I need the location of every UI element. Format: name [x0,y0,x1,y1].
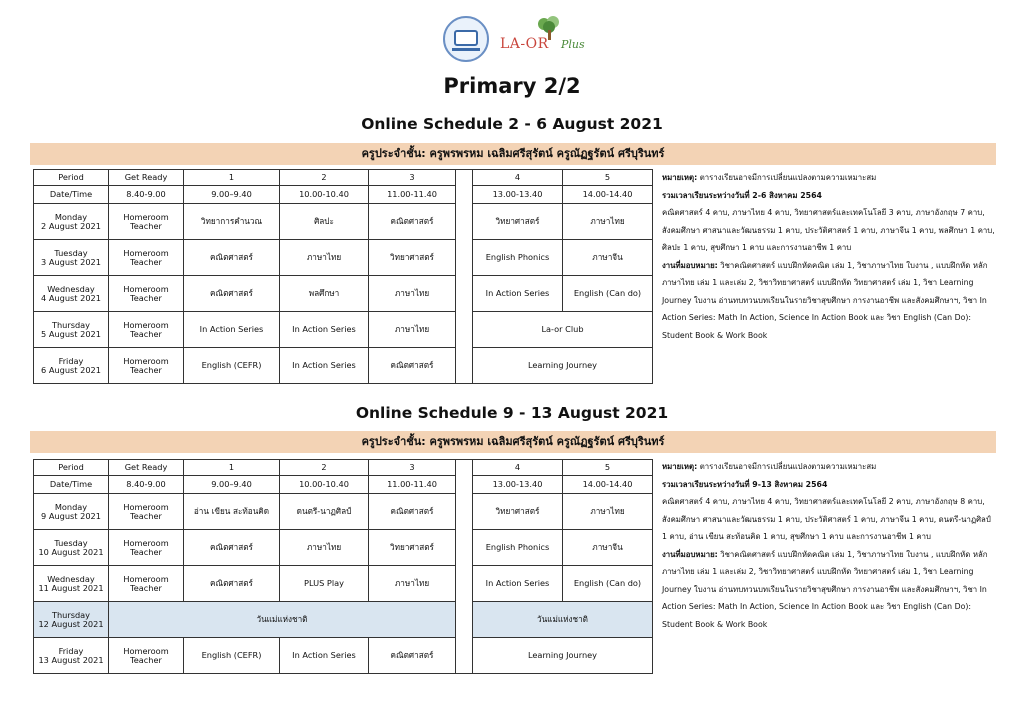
header-cell: 1 [184,460,280,476]
getready-line: Teacher [130,654,162,665]
getready-cell [109,204,184,240]
time-cell: 9.00–9.40 [184,476,280,494]
subject-cell: คณิตศาสตร์ [184,566,280,602]
table-row [34,204,653,240]
day-cell [34,602,109,638]
getready-line: Homeroom [123,284,169,295]
subject-cell: PLUS Play [280,566,369,602]
table-row [34,602,653,638]
header-cell: 3 [369,460,456,476]
getready-line: Homeroom [123,538,169,549]
hours-text: คณิตศาสตร์ 4 คาบ, ภาษาไทย 4 คาบ, วิทยาศาสตร์และเทคโนโลยี 3 คาบ, ภาษาอังกฤษ 7 คาบ, สังคมศึกษา ศาสนาและวัฒนธรรม 1 คาบ, ประวัติศาสตร์ 1 คาบ, ภาษาจีน 1 คาบ, พลศึกษา 1 คาบ, ศิลปะ 1 คาบ, สุขศึกษา 1 คาบ และการงานอาชีพ 1 คาบ [662,208,995,252]
header-cell: Period [34,170,109,186]
subject-cell: ภาษาไทย [369,312,456,348]
merged-subject-cell: La-or Club [473,312,653,348]
getready-line: Teacher [130,292,162,303]
time-label: Date/Time [34,186,109,204]
getready-line: Teacher [130,510,162,521]
subject-cell: อ่าน เขียน สะท้อนคิด [184,494,280,530]
time-cell: 10.00-10.40 [280,476,369,494]
getready-cell [109,348,184,384]
table-row [34,494,653,530]
header-cell: 3 [369,170,456,186]
note-text: ตารางเรียนอาจมีการเปลี่ยนแปลงตามความเหมาะสม [697,462,877,471]
day-name: Monday [54,212,88,223]
day-date: 4 August 2021 [41,292,101,303]
header-row [34,170,653,186]
subject-cell: คณิตศาสตร์ [184,530,280,566]
getready-line: Teacher [130,220,162,231]
page-title: Primary 2/2 [443,74,581,98]
subject-cell: คณิตศาสตร์ [369,638,456,674]
getready-line: Teacher [130,328,162,339]
subject-cell: วิทยาการคำนวณ [184,204,280,240]
note-line [662,169,997,187]
teacher-bar: ครูประจำชั้น: ครูพรพรหม เฉลิมศรีสุรัตน์ ครูณัฏฐรัตน์ ศรีบุรินทร์ [30,431,996,453]
day-cell [34,240,109,276]
header-cell: 4 [473,460,563,476]
subject-cell: English (Can do) [563,276,653,312]
school-seal-logo [443,16,489,62]
subject-cell: วิทยาศาสตร์ [473,494,563,530]
notes-block [662,169,997,344]
time-cell: 13.00-13.40 [473,186,563,204]
getready-line: Homeroom [123,248,169,259]
time-cell: 14.00-14.40 [563,476,653,494]
subject-cell: คณิตศาสตร์ [184,276,280,312]
day-name: Wednesday [47,284,95,295]
header-cell: Get Ready [109,170,184,186]
day-date: 6 August 2021 [41,364,101,375]
table-row [34,638,653,674]
break-gap [456,170,473,384]
holiday-cell: วันแม่แห่งชาติ [473,602,653,638]
day-cell [34,638,109,674]
schedule-table [33,459,653,674]
subject-cell: ภาษาไทย [369,566,456,602]
header-cell: 5 [563,460,653,476]
getready-line: Homeroom [123,574,169,585]
subject-cell: ภาษาไทย [280,530,369,566]
day-date: 2 August 2021 [41,220,101,231]
hours-title [662,187,997,205]
getready-line: Teacher [130,256,162,267]
day-cell [34,494,109,530]
time-row [34,476,653,494]
header-cell: 5 [563,170,653,186]
subject-cell: In Action Series [280,312,369,348]
schedule-table [33,169,653,384]
table-row [34,312,653,348]
day-cell [34,276,109,312]
work-label: งานที่มอบหมาย: [662,260,718,270]
work-text: วิชาคณิตศาสตร์ แบบฝึกหัดคณิต เล่ม 1, วิชาภาษาไทย ใบงาน , แบบฝึกหัด หลักภาษาไทย เล่ม 1 และเล่ม 2, วิชาวิทยาศาสตร์ แบบฝึกหัด วิทยาศาสตร์ เล่ม 1, วิชา Learning Journey ใบงาน อ่านทบทวนบทเรียนในรายวิชาสุขศึกษา การงานอาชีพ และสังคมศึกษาฯ, วิชา In Action Series: Math In Action, Science In Action Book และ วิชา English (Can Do): Student Book & Work Book [662,260,988,340]
day-name: Friday [58,646,84,657]
getready-line: Teacher [130,364,162,375]
subject-cell: English Phonics [473,240,563,276]
time-cell: 8.40-9.00 [109,186,184,204]
day-name: Monday [54,502,88,513]
schedule-title: Online Schedule 9 - 13 August 2021 [355,404,669,422]
hours-text: คณิตศาสตร์ 4 คาบ, ภาษาไทย 4 คาบ, วิทยาศาสตร์และเทคโนโลยี 2 คาบ, ภาษาอังกฤษ 8 คาบ, สังคมศึกษา ศาสนาและวัฒนธรรม 1 คาบ, ประวัติศาสตร์ 1 คาบ, ภาษาจีน 1 คาบ, ดนตรี-นาฏศิลป์ 1 คาบ, อ่าน เขียน สะท้อนคิด 1 คาบ, สุขศึกษา 1 คาบ และการงานอาชีพ 1 คาบ [662,497,991,541]
hours-title-text: รวมเวลาเรียนระหว่างวันที่ 9-13 สิงหาคม 2564 [662,479,828,489]
subject-cell: ภาษาไทย [280,240,369,276]
subject-cell: คณิตศาสตร์ [369,204,456,240]
getready-cell [109,530,184,566]
table-row [34,276,653,312]
subject-cell: ภาษาจีน [563,530,653,566]
day-name: Friday [58,356,84,367]
getready-line: Homeroom [123,646,169,657]
note-label: หมายเหตุ: [662,462,698,471]
getready-cell [109,494,184,530]
time-cell: 13.00-13.40 [473,476,563,494]
subject-cell: In Action Series [280,638,369,674]
subject-cell: English (Can do) [563,566,653,602]
getready-cell [109,276,184,312]
day-date: 11 August 2021 [38,582,104,593]
subject-cell: In Action Series [473,276,563,312]
time-cell: 14.00-14.40 [563,186,653,204]
time-label: Date/Time [34,476,109,494]
work-text: วิชาคณิตศาสตร์ แบบฝึกหัดคณิต เล่ม 1, วิชาภาษาไทย ใบงาน , แบบฝึกหัด หลักภาษาไทย เล่ม 1 และเล่ม 2, วิชาวิทยาศาสตร์ แบบฝึกหัด วิทยาศาสตร์ เล่ม 1, วิชา Learning Journey ใบงาน อ่านทบทวนบทเรียนในรายวิชาสุขศึกษา การงานอาชีพ และสังคมศึกษาฯ, วิชา In Action Series: Math In Action, Science In Action Book และ วิชา English (Can Do): Student Book & Work Book [662,549,988,629]
header-cell: 2 [280,460,369,476]
day-cell [34,566,109,602]
time-cell: 9.00–9.40 [184,186,280,204]
subject-cell: English (CEFR) [184,638,280,674]
header-row [34,460,653,476]
header-logos [0,14,1024,66]
getready-line: Teacher [130,582,162,593]
time-cell: 11.00-11.40 [369,476,456,494]
hours-title-text: รวมเวลาเรียนระหว่างวันที่ 2-6 สิงหาคม 2564 [662,190,822,200]
day-date: 10 August 2021 [38,546,104,557]
subject-cell: วิทยาศาสตร์ [369,240,456,276]
header-cell: 4 [473,170,563,186]
time-row [34,186,653,204]
header-cell: 1 [184,170,280,186]
subject-cell: พลศึกษา [280,276,369,312]
day-cell [34,348,109,384]
table-row [34,348,653,384]
schedule-title: Online Schedule 2 - 6 August 2021 [361,115,663,133]
getready-cell [109,638,184,674]
day-name: Tuesday [54,248,88,259]
getready-line: Homeroom [123,320,169,331]
subject-cell: คณิตศาสตร์ [369,348,456,384]
subject-cell: คณิตศาสตร์ [184,240,280,276]
subject-cell: In Action Series [280,348,369,384]
subject-cell: English Phonics [473,530,563,566]
subject-cell: ภาษาไทย [369,276,456,312]
break-gap [456,460,473,674]
getready-line: Homeroom [123,356,169,367]
subject-cell: วิทยาศาสตร์ [473,204,563,240]
work-line [662,546,997,634]
subject-cell: ดนตรี-นาฏศิลป์ [280,494,369,530]
header-cell: Get Ready [109,460,184,476]
work-label: งานที่มอบหมาย: [662,549,718,559]
subject-cell: ภาษาไทย [563,494,653,530]
brand-plus-text: Plus [561,38,585,51]
note-label: หมายเหตุ: [662,173,698,182]
getready-line: Teacher [130,546,162,557]
day-cell [34,204,109,240]
day-name: Thursday [51,610,91,621]
hours-title [662,476,997,494]
day-date: 12 August 2021 [38,618,104,629]
header-cell: 2 [280,170,369,186]
subject-cell: ภาษาจีน [563,240,653,276]
getready-cell [109,566,184,602]
day-cell [34,530,109,566]
work-line [662,257,997,345]
day-name: Tuesday [54,538,88,549]
day-date: 9 August 2021 [41,510,101,521]
getready-line: Homeroom [123,502,169,513]
time-cell: 11.00-11.40 [369,186,456,204]
getready-line: Homeroom [123,212,169,223]
day-date: 3 August 2021 [41,256,101,267]
merged-subject-cell: Learning Journey [473,348,653,384]
subject-cell: ศิลปะ [280,204,369,240]
holiday-cell: วันแม่แห่งชาติ [109,602,456,638]
subject-cell: วิทยาศาสตร์ [369,530,456,566]
note-text: ตารางเรียนอาจมีการเปลี่ยนแปลงตามความเหมาะสม [697,173,877,182]
teacher-bar: ครูประจำชั้น: ครูพรพรหม เฉลิมศรีสุรัตน์ ครูณัฏฐรัตน์ ศรีบุรินทร์ [30,143,996,165]
getready-cell [109,312,184,348]
subject-cell: In Action Series [473,566,563,602]
header-cell: Period [34,460,109,476]
table-row [34,240,653,276]
time-cell: 8.40-9.00 [109,476,184,494]
note-line [662,458,997,476]
day-date: 5 August 2021 [41,328,101,339]
day-cell [34,312,109,348]
subject-cell: ภาษาไทย [563,204,653,240]
day-name: Wednesday [47,574,95,585]
day-date: 13 August 2021 [38,654,104,665]
table-row [34,530,653,566]
subject-cell: English (CEFR) [184,348,280,384]
brand-logo-text: LA-OR [500,36,549,52]
merged-subject-cell: Learning Journey [473,638,653,674]
table-row [34,566,653,602]
subject-cell: In Action Series [184,312,280,348]
day-name: Thursday [51,320,91,331]
subject-cell: คณิตศาสตร์ [369,494,456,530]
getready-cell [109,240,184,276]
time-cell: 10.00-10.40 [280,186,369,204]
notes-block [662,458,997,633]
